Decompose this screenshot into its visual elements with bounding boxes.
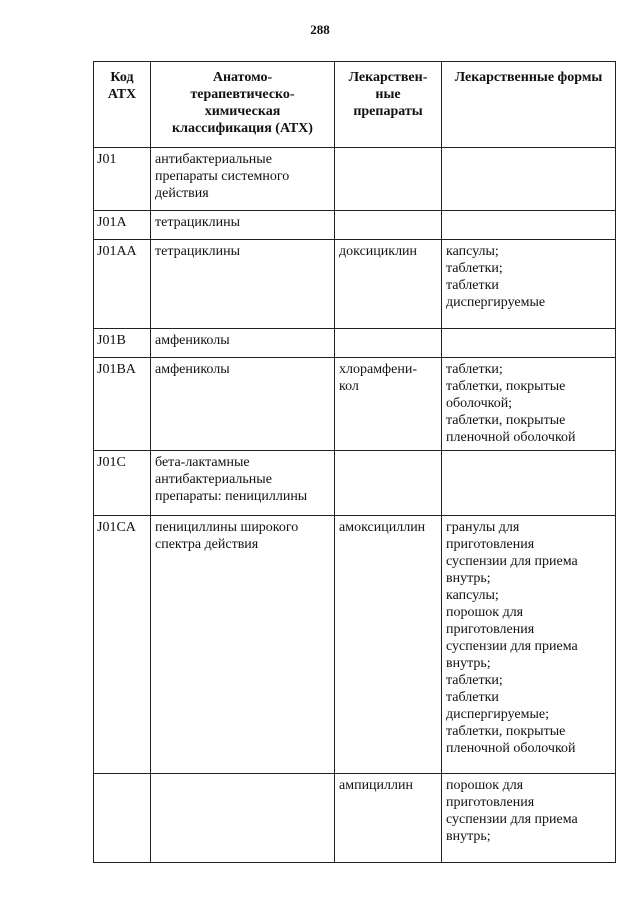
text-line: суспензии для приема (446, 812, 578, 827)
cell-classification (151, 211, 335, 240)
text-line: приготовления (446, 795, 535, 810)
text-line: доксициклин (339, 244, 418, 259)
text-line: Лекарственные формы (454, 70, 603, 85)
text-line: амфениколы (155, 362, 230, 377)
header-drugs (335, 62, 442, 148)
header-classification (151, 62, 335, 148)
cell-classification (151, 240, 335, 329)
text-line: суспензии для приема (446, 554, 578, 569)
text-line: таблетки, покрытые (446, 413, 566, 428)
text-line: таблетки; (446, 362, 503, 377)
text-line: препараты: пенициллины (155, 489, 308, 504)
text-line: классификация (АТХ) (172, 121, 313, 136)
cell-classification (151, 329, 335, 358)
text-line: таблетки, покрытые (446, 379, 566, 394)
cell-classification (151, 358, 335, 451)
cell-forms (442, 240, 616, 329)
table-row (94, 148, 616, 211)
text-line: Лекарствен- (348, 70, 428, 85)
cell-drug (335, 516, 442, 774)
text-line: капсулы; (446, 588, 499, 603)
text-line: АТХ (107, 87, 137, 102)
text-line: порошок для (446, 605, 524, 620)
table-header-row (94, 62, 616, 148)
text-line: тетрациклины (155, 215, 240, 230)
cell-drug (335, 358, 442, 451)
text-line: таблетки (446, 690, 499, 705)
text-line: приготовления (446, 537, 535, 552)
table-row (94, 211, 616, 240)
cell-drug (335, 329, 442, 358)
text-line: оболочкой; (446, 396, 513, 411)
text-line: диспергируемые (446, 295, 546, 310)
text-line: химическая (204, 104, 281, 119)
cell-forms (442, 211, 616, 240)
text-line: пленочной оболочкой (446, 741, 576, 756)
text-line: гранулы для (446, 520, 520, 535)
text-line: ампициллин (339, 778, 413, 793)
text-line: внутрь; (446, 829, 491, 844)
text-line: пенициллины широкого (155, 520, 299, 535)
table-row (94, 240, 616, 329)
text-line: хлорамфени- (339, 362, 417, 377)
text-line: терапевтическо- (190, 87, 295, 102)
table-row (94, 358, 616, 451)
cell-forms (442, 358, 616, 451)
cell-forms (442, 329, 616, 358)
text-line: приготовления (446, 622, 535, 637)
atc-drug-table (93, 61, 616, 863)
text-line: таблетки, покрытые (446, 724, 566, 739)
cell-classification (151, 451, 335, 516)
cell-code: J01B (94, 329, 151, 358)
header-forms (442, 62, 616, 148)
cell-classification (151, 516, 335, 774)
text-line: спектра действия (155, 537, 259, 552)
text-line: препараты (353, 104, 423, 119)
text-line: диспергируемые; (446, 707, 549, 722)
cell-forms (442, 451, 616, 516)
header-code (94, 62, 151, 148)
text-line: внутрь; (446, 571, 491, 586)
cell-forms (442, 148, 616, 211)
cell-forms (442, 774, 616, 863)
text-line: пленочной оболочкой (446, 430, 576, 445)
cell-code (94, 774, 151, 863)
table-row (94, 774, 616, 863)
cell-drug (335, 240, 442, 329)
table-row (94, 516, 616, 774)
cell-code: J01 (94, 148, 151, 211)
cell-drug (335, 148, 442, 211)
table-row (94, 329, 616, 358)
table-row (94, 451, 616, 516)
text-line: таблетки; (446, 261, 503, 276)
cell-code: J01CA (94, 516, 151, 774)
text-line: амоксициллин (339, 520, 426, 535)
text-line: амфениколы (155, 333, 230, 348)
text-line: внутрь; (446, 656, 491, 671)
cell-code: J01A (94, 211, 151, 240)
text-line: Анатомо- (212, 70, 273, 85)
cell-code: J01AA (94, 240, 151, 329)
text-line: кол (339, 379, 359, 394)
text-line: действия (155, 186, 209, 201)
cell-forms (442, 516, 616, 774)
text-line: таблетки; (446, 673, 503, 688)
text-line: антибактериальные (155, 152, 272, 167)
text-line: капсулы; (446, 244, 499, 259)
cell-drug (335, 211, 442, 240)
page-number: 288 (310, 22, 330, 37)
cell-drug (335, 451, 442, 516)
text-line: ные (375, 87, 401, 102)
cell-classification (151, 774, 335, 863)
text-line: суспензии для приема (446, 639, 578, 654)
cell-code: J01C (94, 451, 151, 516)
cell-drug (335, 774, 442, 863)
cell-classification (151, 148, 335, 211)
text-line: препараты системного (155, 169, 290, 184)
text-line: таблетки (446, 278, 499, 293)
text-line: порошок для (446, 778, 524, 793)
text-line: антибактериальные (155, 472, 272, 487)
text-line: бета-лактамные (155, 455, 250, 470)
text-line: Код (110, 70, 134, 85)
cell-code: J01BA (94, 358, 151, 451)
text-line: тетрациклины (155, 244, 240, 259)
